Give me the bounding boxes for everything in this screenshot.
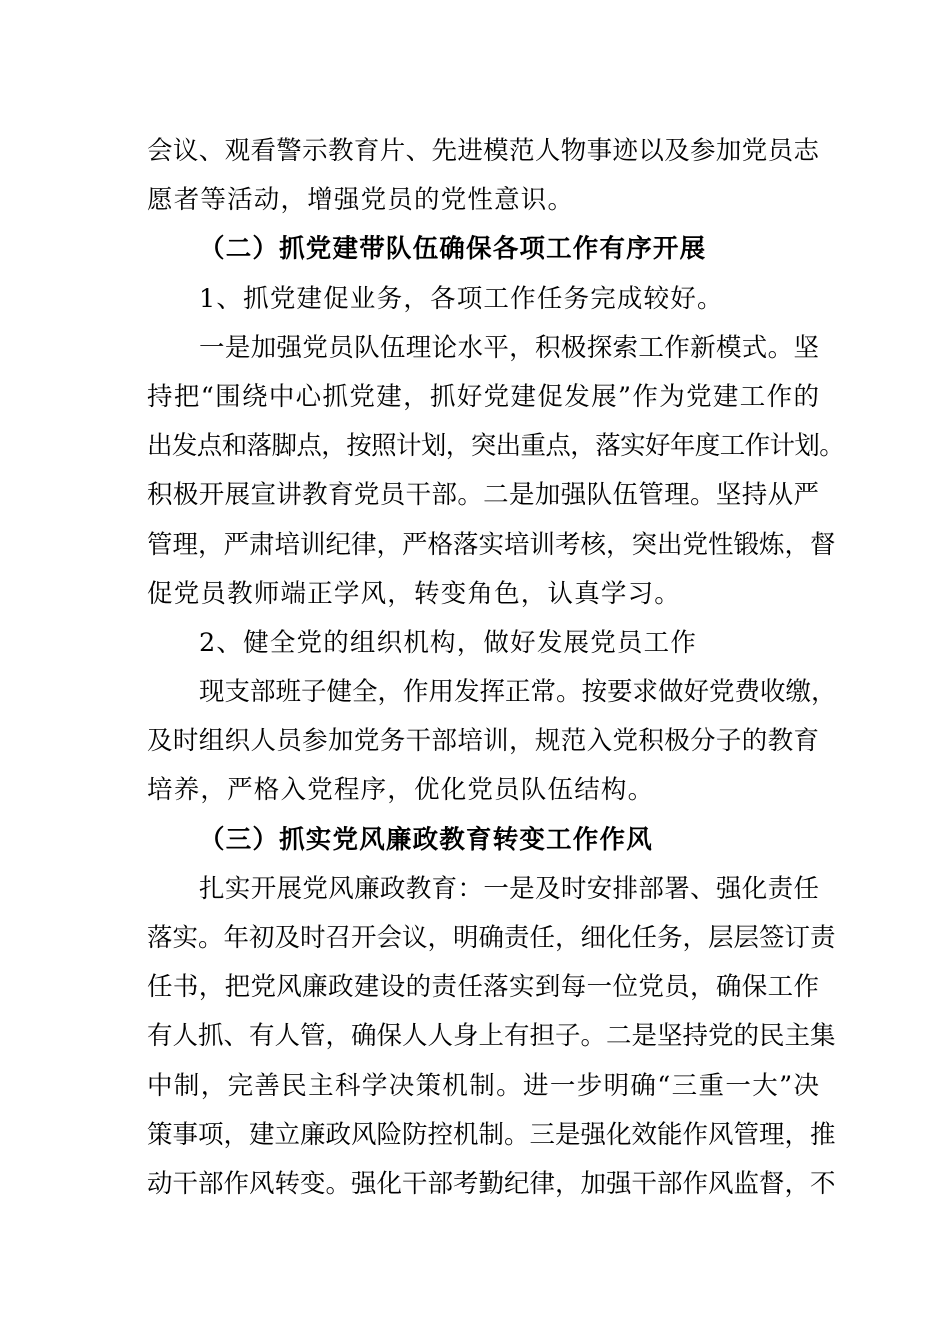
text-line-1: 会议、观看警示教育片、先进模范人物事迹以及参加党员志 [147,136,819,166]
text-line-16: 扎实开展党风廉政教育：一是及时安排部署、强化责任 [199,873,819,904]
text-line-17: 落实。年初及时召开会议，明确责任，细化任务，层层签订责 [147,923,836,953]
text-line-14: 培养，严格入党程序，优化党员队伍结构。 [147,775,655,806]
document-page [147,127,845,1209]
subsection-heading-1: 1、抓党建促业务，各项工作任务完成较好。 [199,283,724,314]
text-line-7: 出发点和落脚点，按照计划，突出重点，落实好年度工作计划。 [147,431,845,462]
section-heading-3: （三）抓实党风廉政教育转变工作作风 [199,824,653,855]
text-line-5: 一是加强党员队伍理论水平，积极探索工作新模式。坚 [199,332,819,363]
subsection-heading-2: 2、健全党的组织机构，做好发展党员工作 [199,627,698,658]
text-line-18: 任书，把党风廉政建设的责任落实到每一位党员，确保工作 [147,972,819,1003]
text-line-21: 策事项，建立廉政风险防控机制。三是强化效能作风管理，推 [147,1119,836,1150]
text-line-12: 现支部班子健全，作用发挥正常。按要求做好党费收缴， [199,677,837,708]
text-line-8: 积极开展宣讲教育党员干部。二是加强队伍管理。坚持从严 [147,480,819,511]
text-line-6: 持把“围绕中心抓党建，抓好党建促发展”作为党建工作的 [147,381,819,412]
text-line-13: 及时组织人员参加党务干部培训，规范入党积极分子的教育 [147,726,819,757]
text-line-2: 愿者等活动，增强党员的党性意识。 [147,185,575,216]
text-line-10: 促党员教师端正学风，转变角色，认真学习。 [147,578,682,609]
text-line-9: 管理，严肃培训纪律，严格落实培训考核，突出党性锻炼，督 [147,529,836,560]
text-line-22: 动干部作风转变。强化干部考勤纪律，加强干部作风监督，不 [147,1168,836,1199]
text-line-19: 有人抓、有人管，确保人人身上有担子。二是坚持党的民主集 [147,1021,836,1052]
text-line-20: 中制，完善民主科学决策机制。进一步明确“三重一大”决 [147,1070,819,1101]
section-heading-2: （二）抓党建带队伍确保各项工作有序开展 [199,234,707,265]
